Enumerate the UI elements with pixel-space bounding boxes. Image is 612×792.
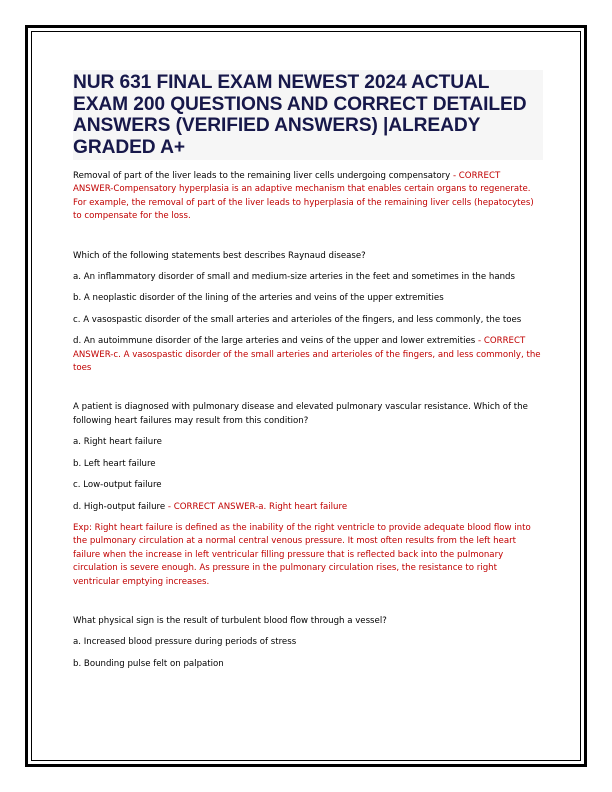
question-2-option-a: a. An inflammatory disorder of small and medium-size arteries in the feet and sometimes in the hands (73, 272, 515, 283)
question-2-text: Which of the following statements best describes Raynaud disease? (73, 250, 366, 261)
question-4-option-a: a. Increased blood pressure during periods of stress (73, 637, 297, 648)
question-3-option-a: a. Right heart failure (73, 437, 162, 448)
question-4-text: What physical sign is the result of turbulent blood flow through a vessel? (73, 615, 387, 626)
question-2-option-d (73, 335, 543, 375)
question-2-answer: - CORRECT ANSWER-c. A vasospastic disorder of the small arteries and arterioles of the fingers, and less commonly, the toes (73, 336, 541, 374)
question-3-option-d (73, 501, 543, 514)
question-3-answer: - CORRECT ANSWER-a. Right heart failure (167, 501, 348, 512)
question-1-text: Removal of part of the liver leads to the remaining liver cells undergoing compensatory (73, 171, 453, 181)
question-1-answer: - CORRECT ANSWER-Compensatory hyperplasia is an adaptive mechanism that enables certain organs to regenerate. For example, the removal of part of the liver leads to hyperplasia of the remaining liver cells (hepatocytes) to compensate for the loss. (73, 171, 534, 222)
question-3-option-b: b. Left heart failure (73, 458, 156, 469)
question-2-option-c: c. A vasospastic disorder of the small arteries and arterioles of the fingers, and less commonly, the toes (73, 314, 522, 325)
question-3-explanation: Exp: Right heart failure is defined as the inability of the right ventricle to provide adequate blood flow into the pulmonary circulation at a normal central venous pressure. It most often results from the left heart failure when the increase in left ventricular filling pressure that is reflected back into the pulmonary circulation is severe enough. As pressure in the pulmonary circulation rises, the resistance to right ventricular emptying increases. (73, 522, 531, 587)
question-3-text: A patient is diagnosed with pulmonary disease and elevated pulmonary vascular resistance. Which of the following heart failures may result from this condition? (73, 402, 528, 426)
document-title: NUR 631 FINAL EXAM NEWEST 2024 ACTUAL EXAM 200 QUESTIONS AND CORRECT DETAILED ANSWERS (VERIFIED ANSWERS) |ALREADY GRADED A+ (73, 70, 543, 160)
document-content (73, 70, 543, 671)
question-2-option-d-text: d. An autoimmune disorder of the large arteries and veins of the upper and lower extremities (73, 336, 478, 347)
question-2-option-b: b. A neoplastic disorder of the lining of the arteries and veins of the upper extremities (73, 293, 444, 304)
question-4-option-b: b. Bounding pulse felt on palpation (73, 658, 224, 669)
question-3-option-c: c. Low-output failure (73, 480, 162, 491)
question-1 (73, 170, 543, 224)
question-3-option-d-text: d. High-output failure (73, 501, 168, 512)
